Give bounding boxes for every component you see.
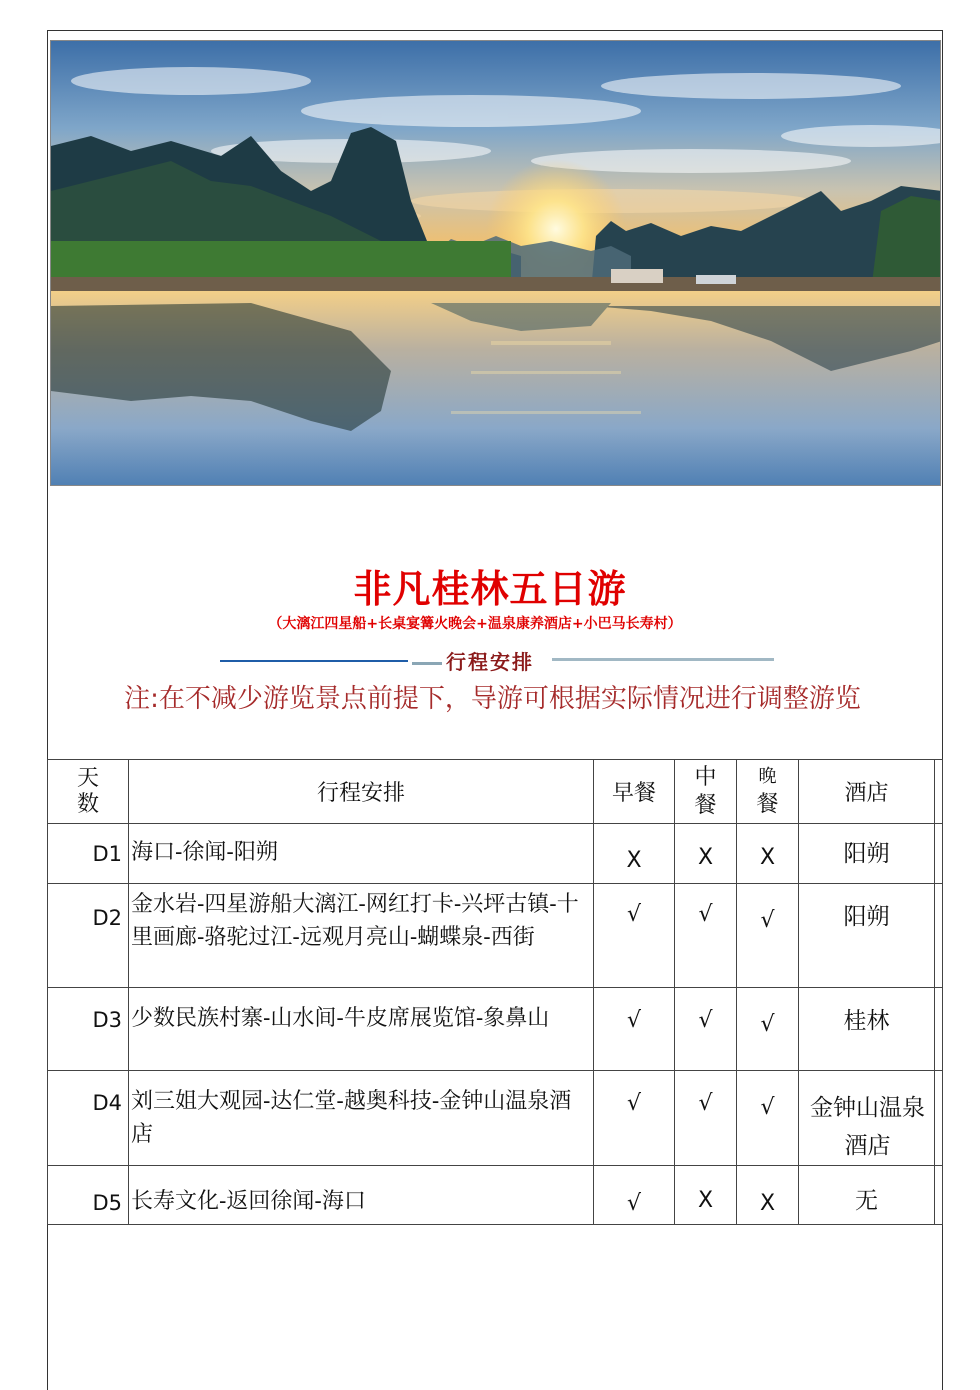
row-dinner: √	[737, 1071, 799, 1166]
header-dinner	[737, 760, 799, 824]
row-hotel: 阳朔	[799, 884, 935, 988]
table-edge-cell	[935, 824, 943, 884]
row-route: 刘三姐大观园-达仁堂-越奥科技-金钟山温泉酒店	[129, 1071, 594, 1166]
section-heading	[412, 646, 534, 675]
row-route: 少数民族村寨-山水间-牛皮席展览馆-象鼻山	[129, 988, 594, 1071]
row-route: 长寿文化-返回徐闻-海口	[129, 1166, 594, 1225]
row-breakfast: √	[594, 884, 675, 988]
row-day: D5	[48, 1166, 129, 1225]
row-hotel: 桂林	[799, 988, 935, 1071]
table-row	[48, 1166, 943, 1225]
table-edge-cell	[935, 988, 943, 1071]
row-breakfast: X	[594, 824, 675, 884]
row-day: D2	[48, 884, 129, 988]
header-lunch	[675, 760, 737, 824]
header-route: 行程安排	[129, 760, 594, 824]
divider-line-right	[552, 658, 774, 661]
header-day-line1: 天	[76, 765, 99, 791]
row-lunch: X	[675, 1166, 737, 1225]
tour-subtitle: （大漓江四星船+长桌宴篝火晚会+温泉康养酒店+小巴马长寿村）	[268, 616, 682, 632]
header-hotel: 酒店	[799, 760, 935, 824]
row-day: D4	[48, 1071, 129, 1166]
row-day: D1	[48, 824, 129, 884]
table-row	[48, 884, 943, 988]
header-dinner-line2: 餐	[756, 792, 779, 817]
header-dinner-line1: 晚	[758, 766, 777, 787]
header-lunch-line1: 中	[694, 764, 717, 790]
row-hotel: 阳朔	[799, 824, 935, 884]
row-hotel: 金钟山温泉酒店	[799, 1071, 935, 1166]
row-lunch: √	[675, 884, 737, 988]
itinerary-note: 注:在不减少游览景点前提下，导游可根据实际情况进行调整游览	[124, 684, 861, 714]
table-edge-cell	[935, 760, 943, 824]
row-day: D3	[48, 988, 129, 1071]
row-breakfast: √	[594, 1166, 675, 1225]
row-lunch: √	[675, 988, 737, 1071]
row-breakfast: √	[594, 1071, 675, 1166]
table-row	[48, 1071, 943, 1166]
row-route: 金水岩-四星游船大漓江-网红打卡-兴坪古镇-十里画廊-骆驼过江-远观月亮山-蝴蝶泉-西街	[129, 884, 594, 988]
divider-line-left	[220, 660, 408, 662]
table-row	[48, 824, 943, 884]
row-dinner: X	[737, 1166, 799, 1225]
section-heading-text: 行程安排	[446, 650, 534, 674]
header-breakfast: 早餐	[594, 760, 675, 824]
table-header-row	[48, 760, 943, 824]
row-lunch: √	[675, 1071, 737, 1166]
row-dinner: X	[737, 824, 799, 884]
li-river-sunset-illustration	[51, 41, 941, 486]
row-hotel: 无	[799, 1166, 935, 1225]
table-edge-cell	[935, 1071, 943, 1166]
header-day-line2: 数	[76, 791, 99, 817]
row-dinner: √	[737, 884, 799, 988]
table-edge-cell	[935, 1166, 943, 1225]
row-lunch: X	[675, 824, 737, 884]
row-route: 海口-徐闻-阳朔	[129, 824, 594, 884]
itinerary-table	[47, 759, 943, 1225]
table-row	[48, 988, 943, 1071]
table-edge-cell	[935, 884, 943, 988]
row-dinner: √	[737, 988, 799, 1071]
tour-title: 非凡桂林五日游	[353, 567, 627, 611]
header-lunch-line2: 餐	[694, 792, 717, 818]
row-breakfast: √	[594, 988, 675, 1071]
divider-dash	[412, 662, 442, 665]
header-day	[48, 760, 129, 824]
hero-landscape-image	[50, 40, 941, 486]
